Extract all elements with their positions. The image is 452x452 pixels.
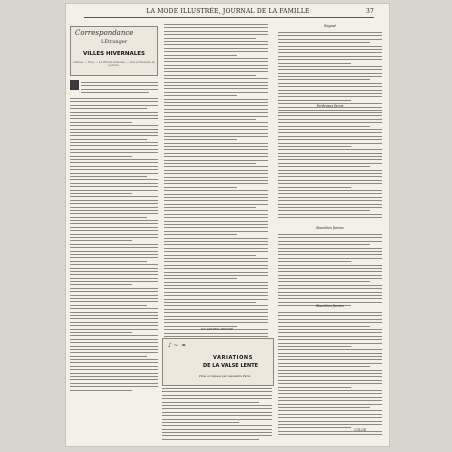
music-piece-heading xyxy=(162,338,274,386)
music-text xyxy=(162,388,272,442)
section-recipe-3: Bouchées farcies xyxy=(316,304,344,308)
running-head-title: LA MODE ILLUSTRÉE, JOURNAL DE LA FAMILLE xyxy=(146,8,310,15)
signature: COLOE xyxy=(354,428,367,432)
section-recipe-1: Perdreaux farcis xyxy=(316,104,344,108)
section-ragout: Ragout xyxy=(324,24,336,28)
music-ornament: ♪ ~ ❧ xyxy=(168,342,186,349)
heading-script: Correspondance xyxy=(75,29,134,37)
header-rule xyxy=(84,17,374,18)
right-column-text-2 xyxy=(278,112,382,221)
right-column-text-4 xyxy=(278,312,382,437)
article-byline: UN ANCIEN ABONNÉ xyxy=(200,327,234,331)
section-recipe-2: Bouchées farcies xyxy=(316,226,344,230)
music-title: VARIATIONS xyxy=(213,355,253,361)
article-subtitle: Cannes. — Nice. — La Riviera italienne. — Une promenade en gondole. xyxy=(73,61,155,67)
right-column-text-1 xyxy=(278,32,382,113)
middle-column-text xyxy=(164,24,268,377)
article-heading-illustration xyxy=(70,26,158,76)
magazine-page xyxy=(66,4,389,446)
music-author: Prisé et réglées par Alexandre Paris. xyxy=(199,374,252,378)
left-column-text xyxy=(70,98,158,393)
right-column-text-3 xyxy=(278,234,382,309)
article-title: VILLES HIVERNALES xyxy=(83,51,145,57)
left-column-lead xyxy=(81,82,158,96)
running-head xyxy=(84,8,374,16)
drop-cap xyxy=(70,80,79,90)
music-title-2: DE LA VALSE LENTE xyxy=(203,363,259,369)
page-number: 37 xyxy=(365,8,374,15)
heading-script-2: LÉtranger xyxy=(101,39,128,45)
